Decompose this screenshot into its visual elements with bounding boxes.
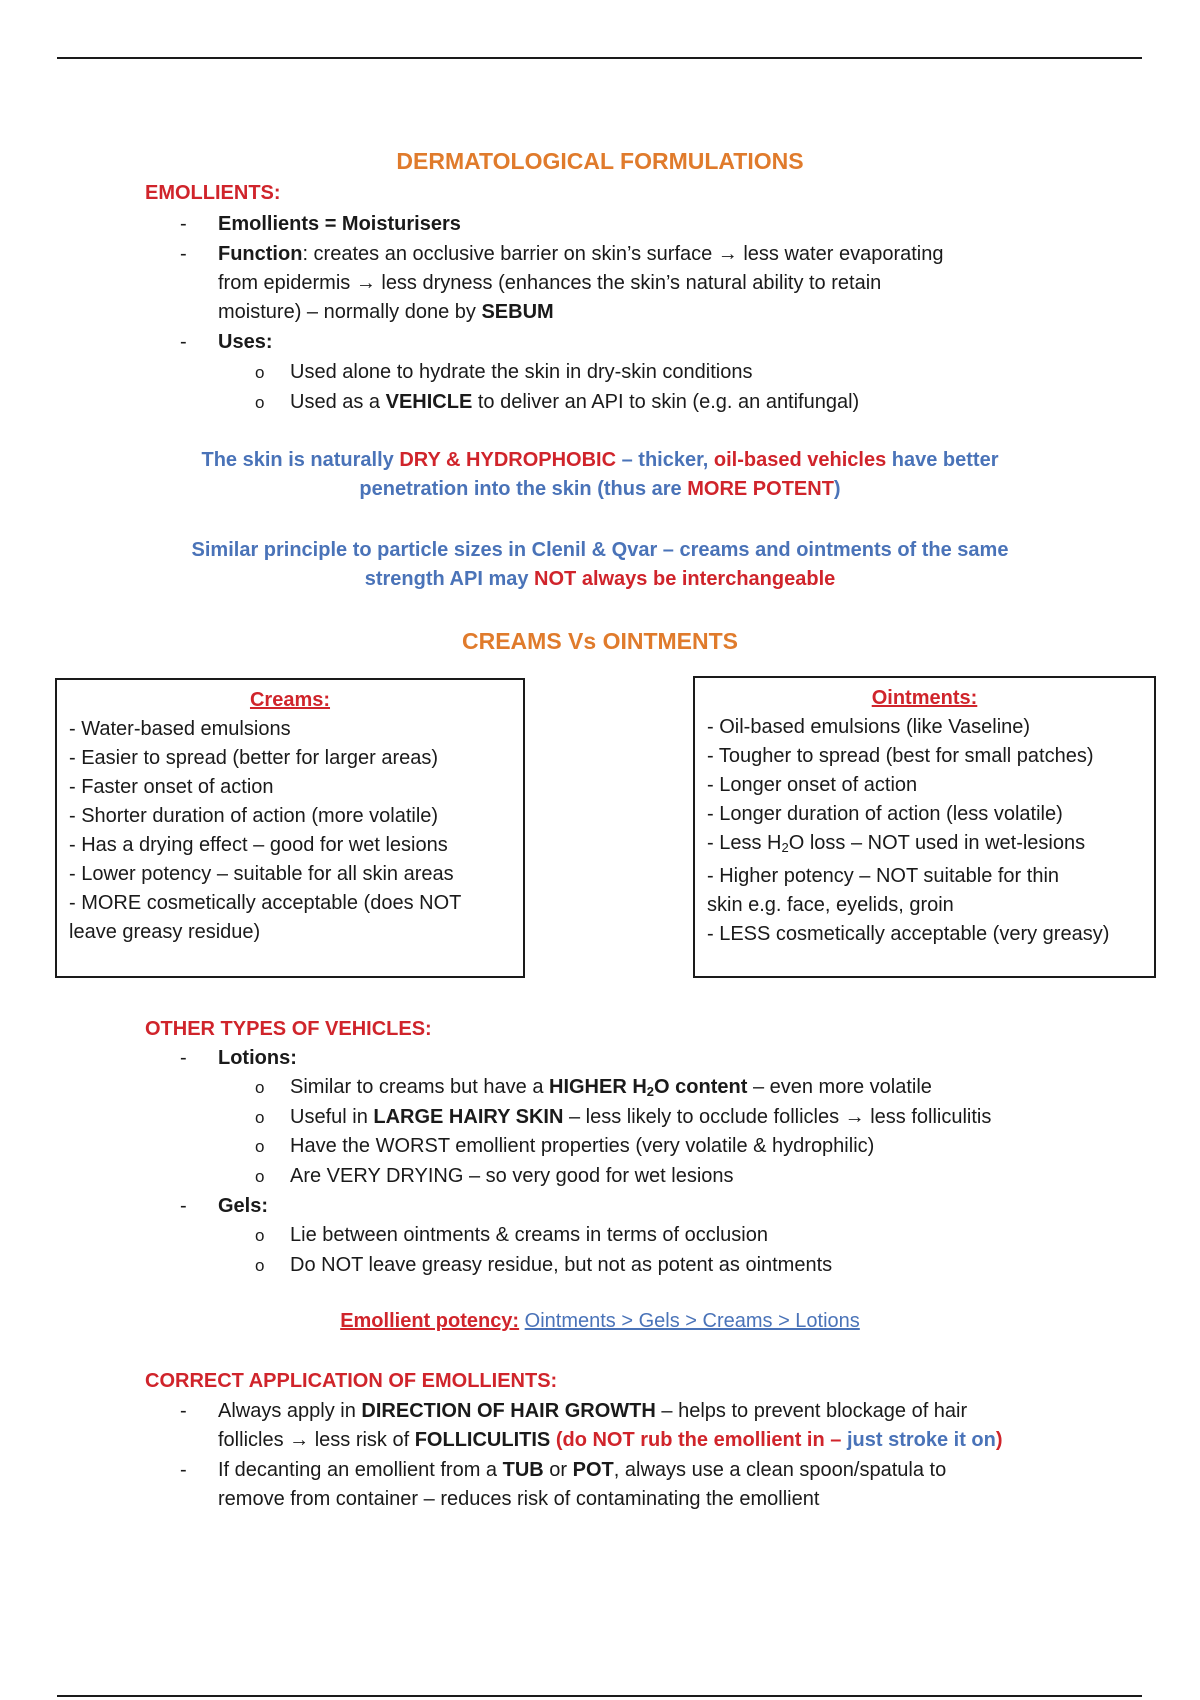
- top-rule: [57, 57, 1142, 59]
- creams-heading: Creams:: [249, 689, 331, 711]
- skin-note: The skin is naturally DRY & HYDROPHOBIC – thicker, oil-based vehicles have better penetration into the skin (thus are MORE POTENT): [201, 449, 999, 500]
- circle-bullet: o: [255, 393, 265, 412]
- circle-bullet: o: [255, 1108, 265, 1127]
- dash-bullet: -: [180, 1047, 187, 1069]
- interchangeability-note: Similar principle to particle sizes in Clenil & Qvar – creams and ointments of the same strength API may NOT always be interchangeable: [191, 539, 1009, 590]
- creams-vs-ointments-title: CREAMS Vs OINTMENTS: [461, 628, 739, 654]
- page-title: DERMATOLOGICAL FORMULATIONS: [396, 148, 804, 174]
- dash-bullet: -: [180, 1459, 187, 1481]
- ointments-heading: Ointments:: [871, 687, 978, 709]
- emollients-heading: EMOLLIENTS:: [145, 182, 281, 204]
- circle-bullet: o: [255, 1078, 265, 1097]
- circle-bullet: o: [255, 1167, 265, 1186]
- circle-bullet: o: [255, 1137, 265, 1156]
- circle-bullet: o: [255, 1226, 265, 1245]
- dash-bullet: -: [180, 1400, 187, 1422]
- dash-bullet: -: [180, 1195, 187, 1217]
- bottom-rule: [57, 1695, 1142, 1697]
- ointments-box: Ointments: - Oil-based emulsions (like Vaseline) - Tougher to spread (best for small patches) - Longer onset of action - Longer duration of action (less volatile) - Less $H_2O$ loss – NOT used in wet-lesions - Higher potency – NOT suitable for thin skin e.g. face, eyelids, groin - LESS cosmetically acceptable (very greasy): [693, 676, 1156, 978]
- circle-bullet: o: [255, 1256, 265, 1275]
- application-heading: CORRECT APPLICATION OF EMOLLIENTS:: [145, 1370, 558, 1392]
- other-vehicles-heading: OTHER TYPES OF VEHICLES:: [145, 1018, 432, 1040]
- dash-bullet: -: [180, 213, 187, 235]
- circle-bullet: o: [255, 363, 265, 382]
- dash-bullet: -: [180, 331, 187, 353]
- emollient-potency: Emollient potency: Ointments > Gels > Creams > Lotions: [340, 1310, 860, 1332]
- creams-box: Creams: - Water-based emulsions - Easier to spread (better for larger areas) - Faster onset of action - Shorter duration of action (more volatile) - Has a drying effect – good for wet lesions - Lower potency – suitable for all skin areas - MORE cosmetically acceptable (does NOT leave greasy residue): [55, 678, 525, 978]
- dash-bullet: -: [180, 243, 187, 265]
